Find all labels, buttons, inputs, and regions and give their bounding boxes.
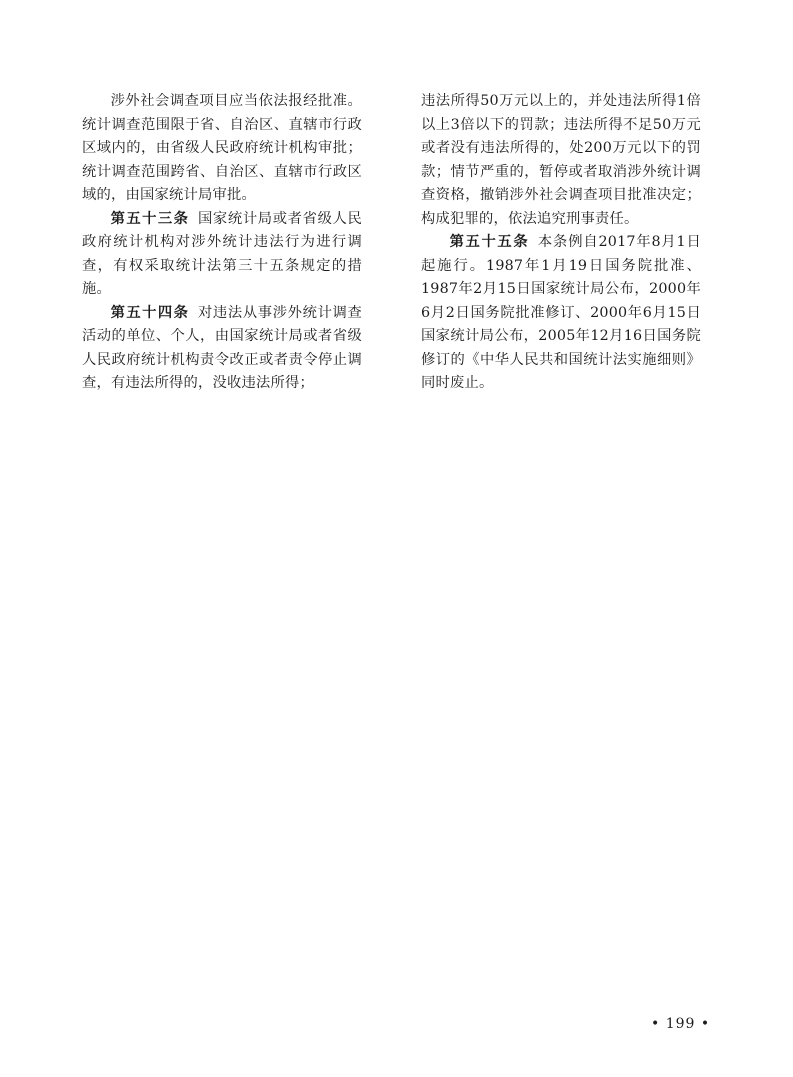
page-number: • 199 • <box>651 1016 711 1032</box>
paragraph-project-approval <box>82 90 362 208</box>
paragraph-text: 涉外社会调查项目应当依法报经批准。统计调查范围限于省、自治区、直辖市行政区域内的，由省级人民政府统计机构审批；统计调查范围跨省、自治区、直辖市行政区域的，由国家统计局审批。 <box>82 93 362 203</box>
article-55 <box>421 231 701 396</box>
article-54-continued-text: 违法所得50万元以上的，并处违法所得1倍以上3倍以下的罚款；违法所得不足50万元或者没有违法所得的，处200万元以下的罚款；情节严重的，暂停或者取消涉外统计调查资格，撤销涉外社会调查项目批准决定；构成犯罪的，依法追究刑事责任。 <box>421 93 701 227</box>
article-54-text: 对违法从事涉外统计调查活动的单位、个人，由国家统计局或者省级人民政府统计机构责令改正或者责令停止调查，有违法所得的，没收违法所得； <box>82 304 363 391</box>
article-53-heading: 第五十三条 <box>110 210 190 227</box>
right-column <box>421 90 701 396</box>
left-column <box>82 90 362 396</box>
article-53-text: 国家统计局或者省级人民政府统计机构对涉外统计违法行为进行调查，有权采取统计法第三十五条规定的措施。 <box>82 210 363 297</box>
article-55-text: 本条例自2017年8月1日起施行。1987年1月19日国务院批准、1987年2月15日国家统计局公布，2000年6月2日国务院批准修订、2000年6月15日国家统计局公布，2005年12月16日国务院修订的《中华人民共和国统计法实施细则》同时废止。 <box>421 234 701 391</box>
article-54-continued <box>421 90 701 231</box>
article-54 <box>82 302 362 396</box>
article-54-heading: 第五十四条 <box>110 304 190 321</box>
article-55-heading: 第五十五条 <box>449 234 530 250</box>
article-53 <box>82 208 362 302</box>
